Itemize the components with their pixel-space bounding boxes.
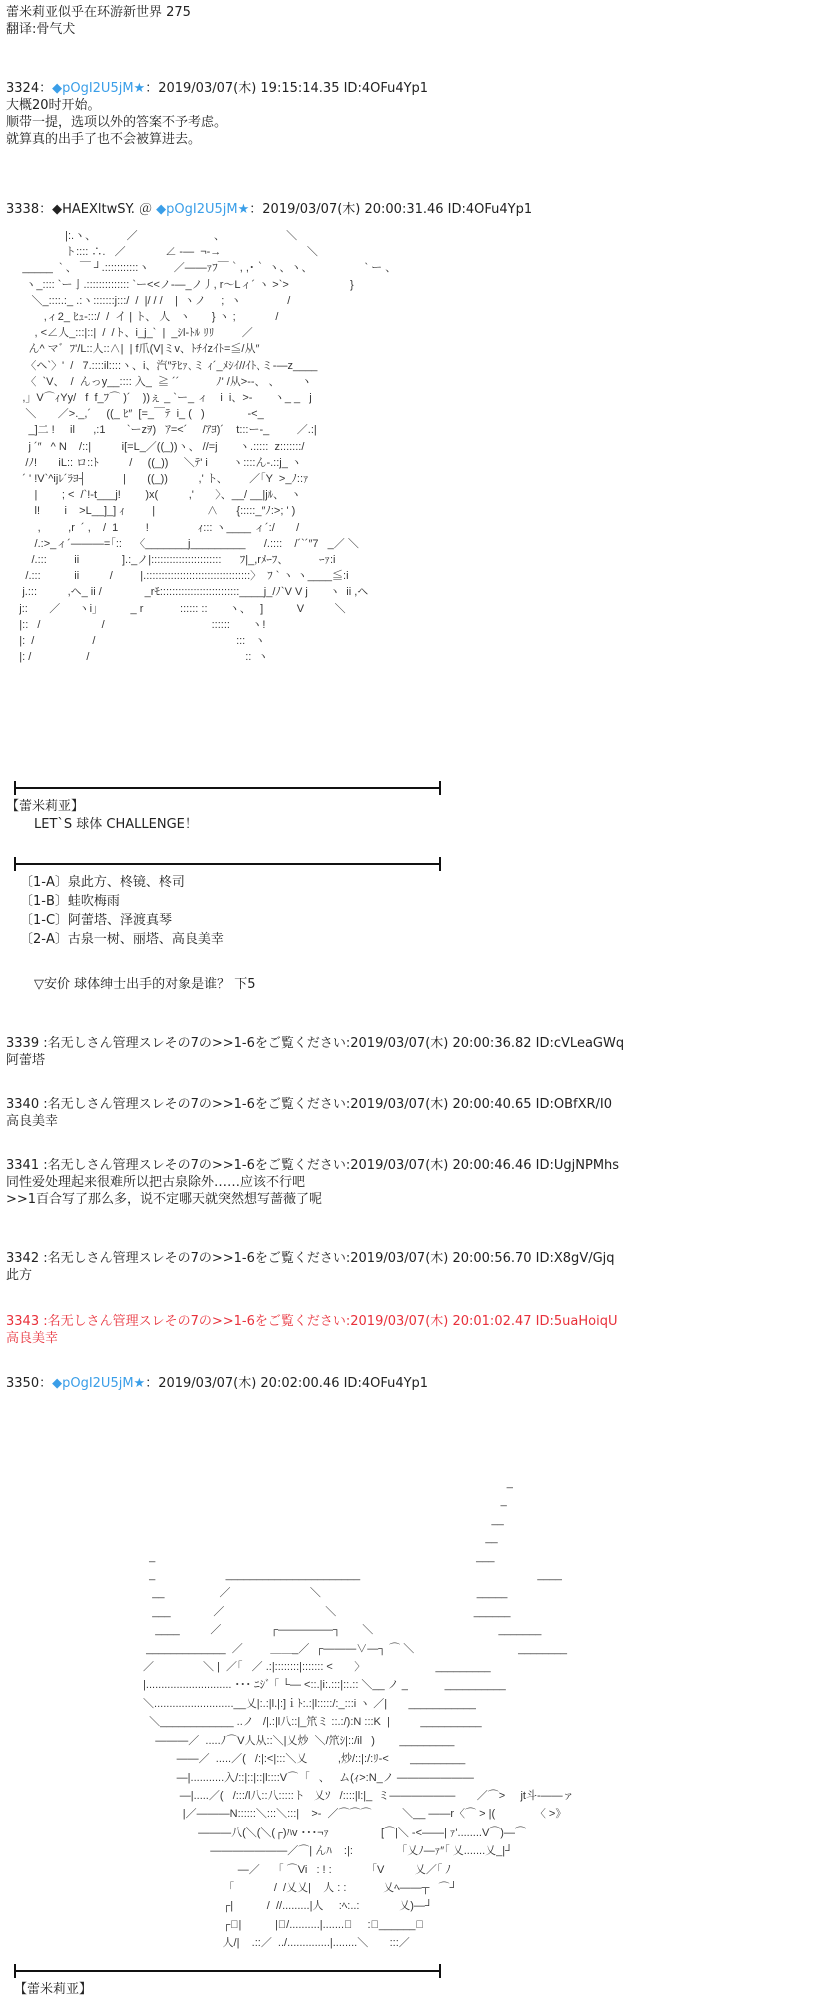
post-header-3324 (6, 80, 428, 97)
ascii-art-line: |／―――N::::::＼:::＼:::| >- ／⌒⌒⌒ ＼__ ――r〈⌒ > |( 〈 >》 (140, 1808, 567, 1821)
post-body-3343: 高良美幸 (6, 1331, 59, 1346)
ascii-art-line: _]二 ! il ,:1 `ーzｦ) ｱ=<´ /ｱﾖ)´ t:::ー-_ ／.:| (4, 424, 317, 437)
ascii-art-line: |: / / :: ヽ (4, 651, 269, 664)
ascii-art-line: ト:::: ∴. ／ ∠ -― ¬-→ ＼ (4, 246, 318, 259)
post-line: 顺带一提，选项以外的答案不予考虑。 (6, 115, 228, 130)
ascii-art-line: ┌| / //.........|人 :ﾍ:..: 乂)―┘ (140, 1900, 433, 1913)
option-1a: 〔1-A〕泉此方、柊镜、柊司 (20, 875, 185, 890)
ascii-art-line: ,」V⌒ｨYy/ f f_ﾌ⌒ )´ ))ぇ _ `ー_ ィ i i、>- ヽ_ _ j (4, 392, 312, 405)
ascii-art-line: 〈 `V、 / んっy__:::: 入_ ≧ ´´ ﾉ' /从>-‐、 、 ヽ (4, 375, 312, 388)
ascii-art-line: j ´″ ^ N /::| i[=L_／((_))ヽ、 //=j ヽ.::::: z:::::::/ (4, 440, 305, 453)
ascii-art-line: , ,r ´ , / 1 ! ｨ::: ヽ____ ィ´:/ / (4, 521, 300, 534)
ascii-art-line: __ ／ ＼ _____ (140, 1587, 508, 1600)
ascii-art-line: ＼..........................__乂|:.:|l.|:]ｉﾄ:.:|l:::::/:_:::i ヽ ／| ___________ (140, 1697, 476, 1710)
ascii-art-line: ―――――――／⌒| んﾊ :|: ｢乂ﾉ―ｧ″｢ 乂.......乂_|┘ (140, 1845, 513, 1858)
post-number: 3324： (6, 81, 53, 96)
ascii-art-line: ―／ ｢ ⌒Vi : ! : ｢V 乂／｢ ﾉ (140, 1863, 451, 1876)
speech-line: LET`S 球体 CHALLENGE！ (34, 817, 198, 832)
ascii-art-line: 〈ヘ`〉' / 7.::::il::::ヽ、i、汽″ﾃﾋｧ､ミ ｨ´_ﾒｼｲ//ｲﾄ､ミ-―z____ (4, 359, 318, 372)
speaker-name: 【蕾米莉亚】 (6, 799, 85, 814)
divider-line (14, 1970, 440, 1972)
post-number: 3338：◆HAEXltwSY. ＠ (6, 202, 157, 217)
post-header-3339: 3339 :名无しさん管理スレその7の>>1-6をご覧ください:2019/03/07(木) 20:00:36.82 ID:cVLeaGWq (6, 1036, 625, 1051)
ascii-art-line: j.::: ,ヘ_ ii / _rﾓ::::::::::::::::::::::::::____j_/ﾉ`V V j ヽ ii ,ヘ (4, 586, 369, 599)
post-meta: ：2019/03/07(木) 20:02:00.46 ID:4OFu4Yp1 (145, 1376, 429, 1391)
post-line: 大概20时开始。 (6, 98, 101, 113)
ascii-art-line: ―|...........入/::|::|::|l::::V⌒ ｢ 、 ム(ｨ>:N_ノ ――――――― (140, 1771, 474, 1784)
post-header-3342: 3342 :名无しさん管理スレその7の>>1-6をご覧ください:2019/03/07(木) 20:00:56.70 ID:X8gV/Gjq (6, 1251, 615, 1266)
ascii-art-line: ____ ／ ┌―――――┐ ＼ _______ (140, 1624, 542, 1637)
ascii-art-line: ＼____________ ..ノ /|.:|l八::|_笊ミ ::.:/):N :::K | __________ (140, 1716, 482, 1729)
ascii-art-line: ┌ﾟ| |／/..........|.......＼ :＼______／ (140, 1918, 424, 1931)
ascii-art-line: __ (140, 1532, 498, 1545)
ascii-art-line: _____________ ／ ＿＿_／ ┌―――∨―┐ ⌒ ＼ ________ (140, 1642, 568, 1655)
divider-cross (14, 781, 16, 795)
divider-cross (439, 1964, 441, 1978)
divider-cross (439, 857, 441, 871)
ascii-art-line: /ﾉ! iL:: ロ::ﾄ / ((_)) ＼ﾃ' i ヽ::::ん-.::j_ ヽ (4, 456, 302, 469)
ascii-art-line: , <∠人_:::|::| / /ト、i_j_` | _ｼl-ﾄﾙ ﾘﾘ ／ (4, 327, 253, 340)
tripcode-link[interactable]: ◆pOgI2U5jM★ (156, 202, 250, 217)
post-body-3341-line1: 同性爱处理起来很难所以把古泉除外……应该不行吧 (6, 1175, 306, 1190)
divider-cross (14, 1964, 16, 1978)
post-header-3343: 3343 :名无しさん管理スレその7の>>1-6をご覧ください:2019/03/07(木) 20:01:02.47 ID:5uaHoiqU (6, 1314, 618, 1329)
ascii-art-scene (140, 1474, 574, 1953)
ascii-art-line: ん^ マ゛ﾌ'/L::人::∧| | f爪(V|ミv、ﾄﾁｲzｲﾄ=≦/从″ (4, 343, 260, 356)
ascii-art-line: _ (140, 1495, 507, 1508)
ascii-art-line: /.:>_ィ´―――=｢:: 〈_______j_________ /.:::: /´`´″7 _／ ＼ (4, 537, 359, 550)
translator-credit: 翻译:骨气犬 (6, 22, 76, 37)
divider-cross (14, 857, 16, 871)
tripcode-link[interactable]: ◆pOgI2U5jM★ (52, 1376, 146, 1391)
post-line: 就算真的出手了也不会被算进去。 (6, 132, 202, 147)
page-title: 蕾米莉亚似乎在环游新世界 275 (6, 5, 191, 20)
vote-question: ▽安价 球体绅士出手的对象是谁？ 下5 (34, 977, 256, 992)
option-1c: 〔1-C〕阿蕾塔、泽渡真琴 (20, 913, 173, 928)
option-list (20, 873, 224, 949)
ascii-art-line: ___ ／ ＼ ______ (140, 1605, 511, 1618)
divider-line (14, 863, 440, 865)
ascii-art-line: /.::: ii ].:_ノ|::::::::::::::::::::::: ﾌ|_,rﾒｰﾌ、 ｰｧ:i (4, 554, 336, 567)
ascii-art-line: _ ___ (140, 1550, 495, 1563)
post-body-3339: 阿蕾塔 (6, 1053, 46, 1068)
post-header-3338 (6, 201, 532, 218)
ascii-art-remilia (4, 228, 396, 665)
post-header-3341: 3341 :名无しさん管理スレその7の>>1-6をご覧ください:2019/03/07(木) 20:00:46.46 ID:UgjNPMhs (6, 1158, 620, 1173)
post-number: 3350： (6, 1376, 53, 1391)
ascii-art-line: ――／ .....／( /:|:<|:::＼乂 ,炒/::|:/:ﾘ-< _________ (140, 1753, 466, 1766)
divider-line (14, 787, 440, 789)
ascii-art-line: ´ ' !V`^ijﾚ´ﾗﾖ┤ | ((_)) ,' ト、 ／｢Y >_ﾉ::ｧ (4, 473, 309, 486)
speaker-name: 【蕾米莉亚】 (14, 1982, 93, 1997)
tripcode-link[interactable]: ◆pOgI2U5jM★ (52, 81, 146, 96)
ascii-art-line: |:: / / :::::: ヽ! (4, 618, 266, 631)
ascii-art-line: __ (140, 1513, 504, 1526)
ascii-art-line: ,ィ2_ ﾋｭ-:::/ / イ | ト、 人 ヽ } ヽ ; / (4, 311, 279, 324)
ascii-art-line: |:.ヽ、 ／ 、 ＼ (4, 230, 298, 242)
ascii-art-line: _ (140, 1477, 513, 1489)
ascii-art-line: | ; < /`!‐t___j! )x( ,' 〉、__/ __|jﾙ、 ヽ (4, 489, 302, 502)
post-body-3340: 高良美幸 (6, 1114, 59, 1129)
ascii-art-line: |............................ ･･･ ﾆｼﾞ ｢ └― <::.|i:.:::|::.:: ＼__ ノ _ __________ (140, 1679, 506, 1692)
ascii-art-line: _____ ` 、 ￣ ┘.:::::::::::ヽ ／――ｧﾌ￣｀, ,･｀ ヽ、ヽ、 ` ー 、 (4, 262, 397, 275)
ascii-art-line: ―――／ .....ﾉ⌒V人从::＼|乂炒 ＼/笊ｼ|::/il ) _________ (140, 1734, 455, 1747)
ascii-art-line: j:: ／ ヽi」 _ r :::::: :: ヽ、 ] V ＼ (4, 602, 346, 615)
post-meta: ：2019/03/07(木) 19:15:14.35 ID:4OFu4Yp1 (145, 81, 429, 96)
divider-cross (439, 781, 441, 795)
option-1b: 〔1-B〕蛙吹梅雨 (20, 894, 120, 909)
post-body-3342: 此方 (6, 1268, 33, 1283)
ascii-art-line: /.::: ii / |.::::::::::::::::::::::::::::::::::〉 ﾌ ` ヽ ヽ____≦:i (4, 570, 349, 583)
ascii-art-line: ―――八(＼(＼(┌)ﾊv ･･･¬ｧ [⌒|＼ -<――| ｧ'........V⌒)―⌒ (140, 1826, 526, 1839)
post-header-3350 (6, 1375, 428, 1392)
ascii-art-line: ―|.....／( /:::/l八::八:::::ト 乂ｿ /::::|l:|_ ミ―――――― ／⌒> jt斗-――ァ (140, 1789, 574, 1802)
option-2a: 〔2-A〕古泉一树、丽塔、高良美幸 (20, 932, 224, 947)
ascii-art-line: ＼_::::.:_ .:ヽ:::::::j:::/ / |/ / / | ヽノ ; ヽ / (4, 294, 291, 307)
ascii-art-line: ＼ ／>._,´ ((_ ﾋ″ [=_￣ﾃ i_ ( ) ‐<_ (4, 408, 264, 421)
post-header-3340: 3340 :名无しさん管理スレその7の>>1-6をご覧ください:2019/03/07(木) 20:00:40.65 ID:OBfXR/I0 (6, 1097, 613, 1112)
post-body-3324 (6, 97, 227, 148)
post-meta: ：2019/03/07(木) 20:00:31.46 ID:4OFu4Yp1 (249, 202, 533, 217)
ascii-art-line: |: / / ::: ヽ (4, 635, 266, 648)
ascii-art-line: _ ______________________ ____ (140, 1569, 562, 1582)
ascii-art-line: 人/| .::／ ../..............|........＼ :::／ (140, 1937, 410, 1950)
ascii-art-line: ヽ_:::: `ー亅.:::::::::::::: `ー<<ノ-―_ノ丿, r～Lィ´ ヽ >`> } (4, 278, 354, 291)
ascii-art-line: ｢ / /乂乂| 人 : : 乂ﾍ――┬ ⌒┘ (140, 1881, 458, 1894)
ascii-art-line: ／ ＼ | ／｢ ／ .:|::::::::|::::::: < 〉 _________ (140, 1661, 491, 1674)
ascii-art-line: l! i >L__]_] ｨ | ∧ {:::::_″ﾉ:>; ' ) (4, 505, 296, 518)
post-body-3341-line2: >>1百合写了那么多，说不定哪天就突然想写蔷薇了呢 (6, 1192, 323, 1207)
